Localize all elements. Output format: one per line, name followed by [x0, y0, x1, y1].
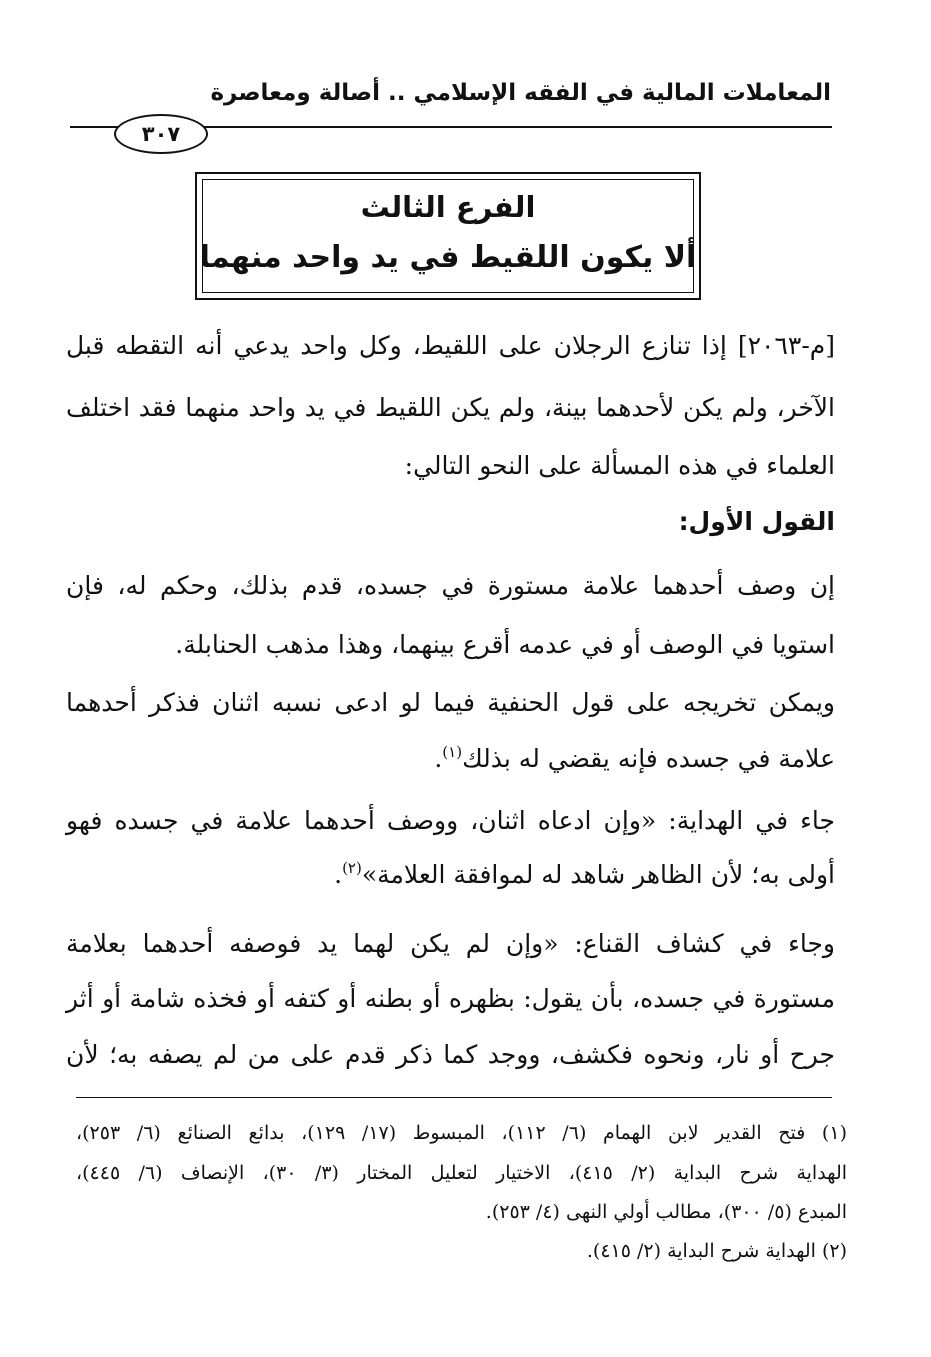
running-title: المعاملات المالية في الفقه الإسلامي .. أصالة ومعاصرة	[210, 80, 831, 106]
opinion-heading: القول الأول:	[678, 507, 835, 536]
footnote-rule	[76, 1097, 832, 1098]
body-line-text: أولى به؛ لأن الظاهر شاهد له لموافقة العلامة»	[361, 860, 835, 889]
body-line: جاء في الهداية: «وإن ادعاه اثنان، ووصف أحدهما علامة في جسده فهو	[66, 806, 835, 835]
body-line: إن وصف أحدهما علامة مستورة في جسده، قدم بذلك، وحكم له، فإن	[66, 571, 835, 600]
body-line: جرح أو نار، ونحوه فكشف، ووجد كما ذكر قدم على من لم يصفه به؛ لأن	[66, 1040, 835, 1069]
section-title-box	[195, 172, 701, 300]
body-line-text: علامة في جسده فإنه يقضي له بذلك	[462, 744, 835, 773]
body-line: ويمكن تخريجه على قول الحنفية فيما لو ادعى نسبه اثنان فذكر أحدهما	[66, 688, 835, 717]
period: .	[434, 744, 443, 773]
section-subtitle: ألا يكون اللقيط في يد واحد منهما	[199, 240, 697, 275]
body-line	[434, 744, 835, 774]
footnote-line: المبدع (٥/ ٣٠٠)، مطالب أولي النهى (٤/ ٢٥٣).	[485, 1201, 847, 1223]
footnote-line: (٢) الهداية شرح البداية (٢/ ٤١٥).	[586, 1240, 847, 1262]
section-title: الفرع الثالث	[360, 190, 536, 224]
footnote-ref-2: (٢)	[342, 859, 362, 877]
body-line: مستورة في جسده، بأن يقول: بظهره أو بطنه أو كتفه أو فخذه شامة أو أثر	[66, 984, 835, 1013]
period: .	[334, 860, 343, 889]
footnote-line: الهداية شرح البداية (٢/ ٤١٥)، الاختيار لتعليل المختار (٣/ ٣٠)، الإنصاف (٦/ ٤٤٥)،	[76, 1162, 848, 1184]
body-line	[334, 860, 835, 890]
body-line: استويا في الوصف أو في عدمه أقرع بينهما، وهذا مذهب الحنابلة.	[175, 630, 835, 659]
footnote-line: (١) فتح القدير لابن الهمام (٦/ ١١٢)، المبسوط (١٧/ ١٢٩)، بدائع الصنائع (٦/ ٢٥٣)،	[76, 1122, 847, 1144]
body-line: العلماء في هذه المسألة على النحو التالي:	[404, 451, 835, 480]
body-line: الآخر، ولم يكن لأحدهما بينة، ولم يكن اللقيط في يد واحد منهما فقد اختلف	[66, 393, 835, 422]
body-line: [م-٢٠٦٣] إذا تنازع الرجلان على اللقيط، وكل واحد يدعي أنه التقطه قبل	[66, 331, 835, 360]
page-number: ٣٠٧	[114, 114, 208, 154]
footnote-ref-1: (١)	[442, 743, 463, 761]
body-line: وجاء في كشاف القناع: «وإن لم يكن لهما يد فوصفه أحدهما بعلامة	[66, 929, 835, 958]
